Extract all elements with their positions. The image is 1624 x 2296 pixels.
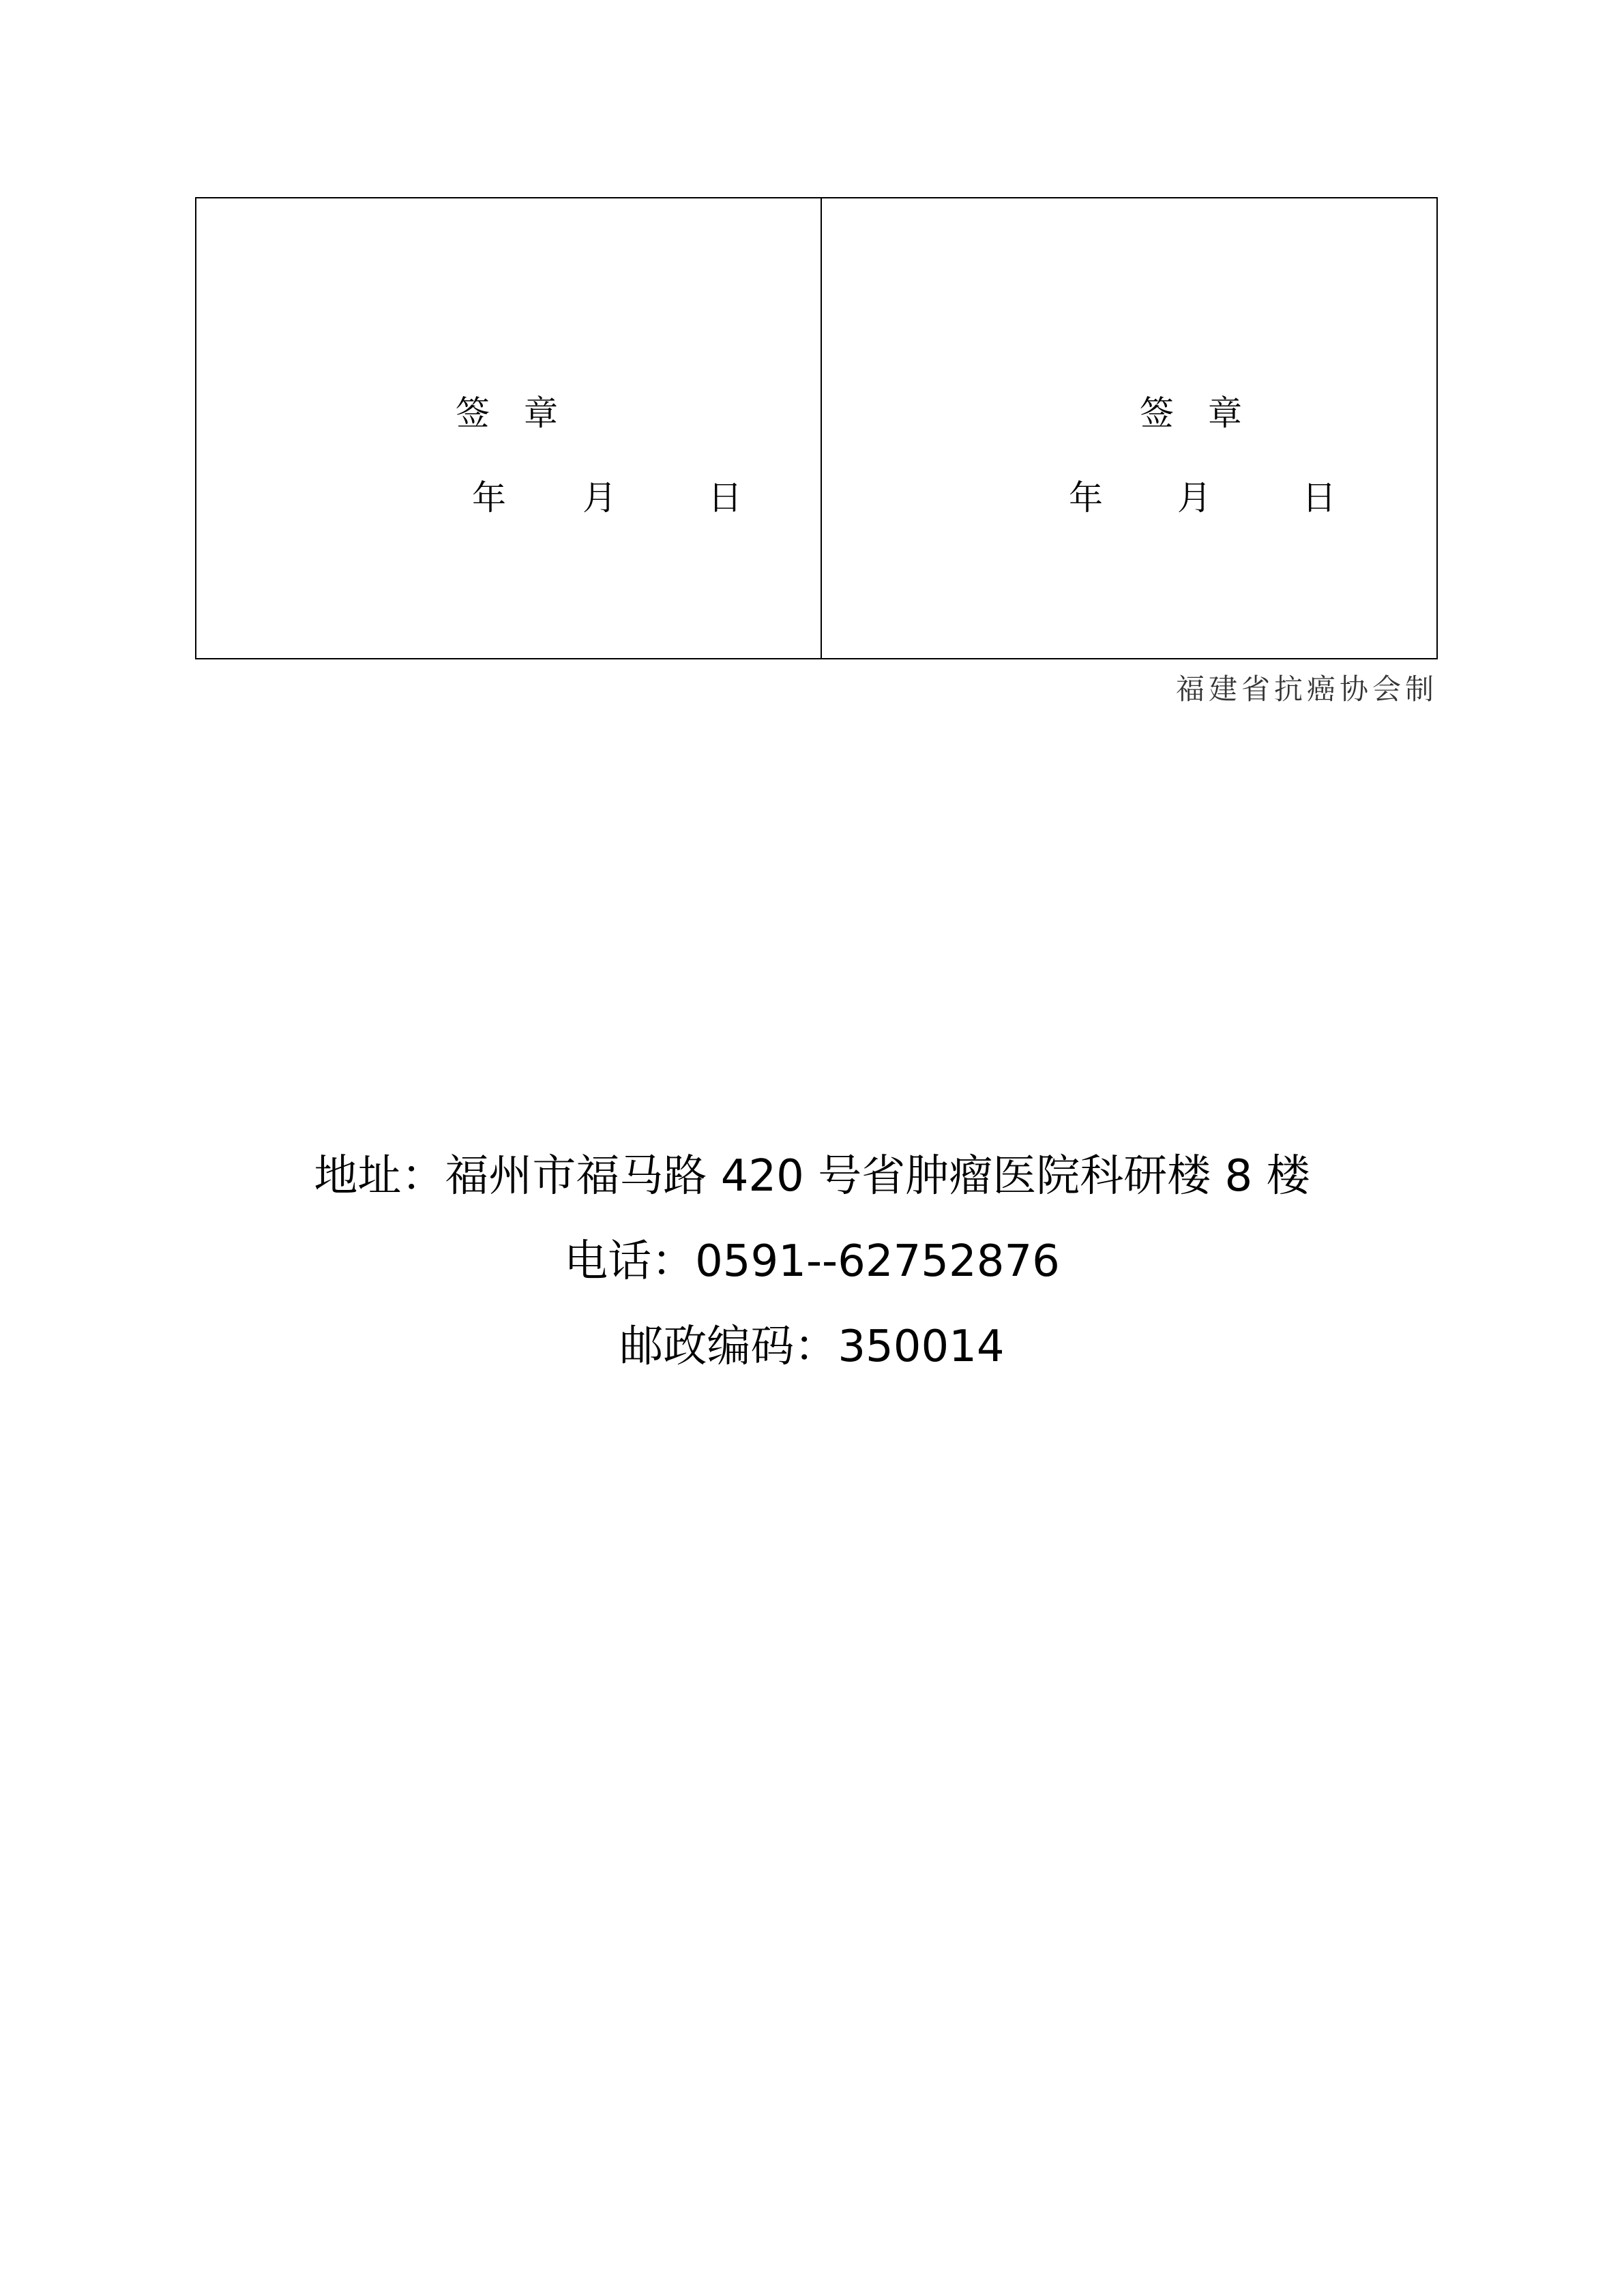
sign-label-right: 签 章 [1140,393,1242,433]
year-label-right: 年 [1069,478,1103,518]
contact-address: 地址：福州市福马路 420 号省肿瘤医院科研楼 8 楼 [314,1151,1310,1202]
signature-table [195,197,1438,659]
day-label-left: 日 [708,478,742,518]
signature-cell-right [822,198,1436,658]
contact-postcode: 邮政编码：350014 [619,1322,1005,1372]
sign-label-left: 签 章 [456,393,558,433]
signature-cell-left [196,198,822,658]
year-label-left: 年 [472,478,506,518]
contact-phone: 电话：0591--62752876 [564,1236,1060,1287]
month-label-left: 月 [582,478,617,518]
month-label-right: 月 [1177,478,1211,518]
day-label-right: 日 [1302,478,1336,518]
issuer-note: 福建省抗癌协会制 [1175,672,1438,706]
